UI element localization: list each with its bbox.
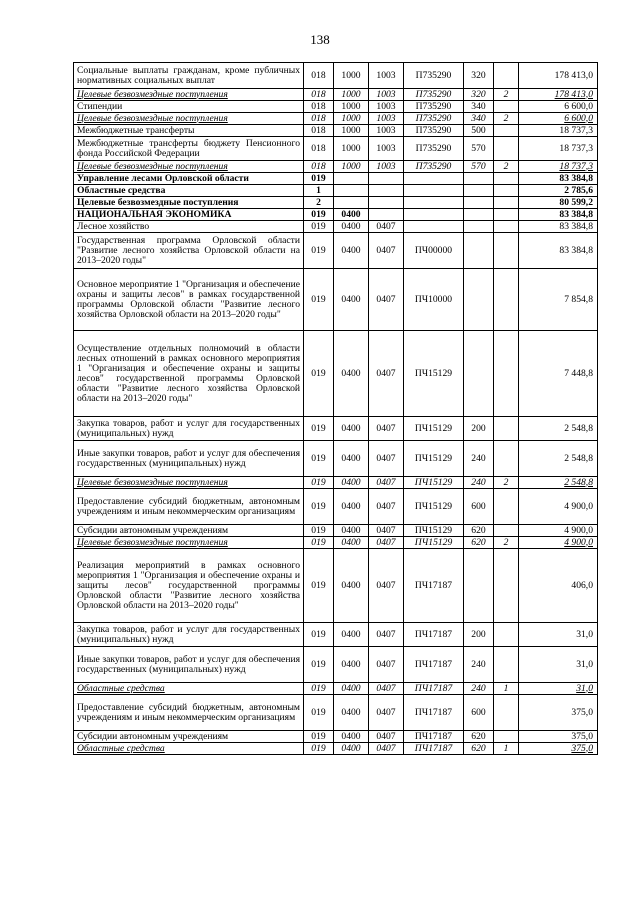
- cell-target-article: ПЧ15129: [404, 537, 464, 549]
- cell-section-code: 0400: [334, 695, 369, 731]
- row-name: Стипендии: [74, 101, 304, 113]
- cell-subsection-code: 1003: [369, 63, 404, 89]
- table-row: [74, 209, 598, 221]
- cell-section-code: 0400: [334, 683, 369, 695]
- cell-ministry-code: 019: [304, 417, 334, 441]
- row-name: Целевые безвозмездные поступления: [74, 89, 304, 101]
- cell-ministry-code: 018: [304, 137, 334, 161]
- cell-amount: 83 384,8: [519, 221, 598, 233]
- cell-expense-type: [464, 185, 494, 197]
- cell-section-code: 0400: [334, 331, 369, 417]
- row-name: Областные средства: [74, 185, 304, 197]
- cell-target-article: ПЧ15129: [404, 477, 464, 489]
- cell-subsection-code: 0407: [369, 647, 404, 683]
- row-name: Областные средства: [74, 743, 304, 755]
- cell-section-code: 0400: [334, 549, 369, 623]
- cell-ministry-code: 019: [304, 683, 334, 695]
- cell-funding-source: [494, 549, 519, 623]
- cell-target-article: [404, 197, 464, 209]
- cell-section-code: [334, 185, 369, 197]
- cell-funding-source: 2: [494, 89, 519, 101]
- cell-ministry-code: 019: [304, 731, 334, 743]
- cell-target-article: ПЧ15129: [404, 331, 464, 417]
- cell-target-article: П735290: [404, 89, 464, 101]
- cell-ministry-code: 019: [304, 537, 334, 549]
- cell-subsection-code: 0407: [369, 269, 404, 331]
- table-row: [74, 477, 598, 489]
- cell-amount: 83 384,8: [519, 209, 598, 221]
- cell-target-article: ПЧ17187: [404, 743, 464, 755]
- cell-funding-source: [494, 233, 519, 269]
- cell-funding-source: [494, 731, 519, 743]
- row-name: Субсидии автономным учреждениям: [74, 731, 304, 743]
- cell-funding-source: 1: [494, 743, 519, 755]
- table-row: [74, 89, 598, 101]
- cell-funding-source: [494, 695, 519, 731]
- table-row: [74, 683, 598, 695]
- row-name: Иные закупки товаров, работ и услуг для обеспечения государственных (муниципальных) нужд: [74, 647, 304, 683]
- row-name: Субсидии автономным учреждениям: [74, 525, 304, 537]
- cell-amount: 31,0: [519, 647, 598, 683]
- cell-subsection-code: 1003: [369, 161, 404, 173]
- cell-funding-source: [494, 197, 519, 209]
- row-name: Межбюджетные трансферты: [74, 125, 304, 137]
- cell-amount: 2 548,8: [519, 417, 598, 441]
- cell-expense-type: [464, 269, 494, 331]
- table-row: [74, 101, 598, 113]
- row-name: Межбюджетные трансферты бюджету Пенсионного фонда Российской Федерации: [74, 137, 304, 161]
- row-name: Целевые безвозмездные поступления: [74, 113, 304, 125]
- cell-ministry-code: 019: [304, 743, 334, 755]
- table-row: [74, 63, 598, 89]
- cell-funding-source: [494, 63, 519, 89]
- table-row: [74, 161, 598, 173]
- cell-target-article: П735290: [404, 125, 464, 137]
- table-row: [74, 743, 598, 755]
- cell-section-code: 0400: [334, 743, 369, 755]
- cell-funding-source: 1: [494, 683, 519, 695]
- cell-funding-source: [494, 101, 519, 113]
- table-row: [74, 695, 598, 731]
- table-row: [74, 197, 598, 209]
- table-row: [74, 731, 598, 743]
- cell-amount: 406,0: [519, 549, 598, 623]
- cell-subsection-code: [369, 173, 404, 185]
- cell-funding-source: [494, 441, 519, 477]
- cell-expense-type: 340: [464, 101, 494, 113]
- cell-amount: 2 548,8: [519, 441, 598, 477]
- cell-amount: 2 785,6: [519, 185, 598, 197]
- table-row: [74, 331, 598, 417]
- cell-ministry-code: 019: [304, 623, 334, 647]
- cell-amount: 4 900,0: [519, 525, 598, 537]
- cell-subsection-code: 0407: [369, 417, 404, 441]
- cell-target-article: ПЧ00000: [404, 233, 464, 269]
- cell-section-code: 0400: [334, 525, 369, 537]
- cell-ministry-code: 019: [304, 269, 334, 331]
- row-name: Целевые безвозмездные поступления: [74, 161, 304, 173]
- row-name: Областные средства: [74, 683, 304, 695]
- row-name: Предоставление субсидий бюджетным, автономным учреждениям и иным некоммерческим организациям: [74, 489, 304, 525]
- cell-funding-source: [494, 525, 519, 537]
- cell-expense-type: 620: [464, 743, 494, 755]
- cell-amount: 31,0: [519, 623, 598, 647]
- cell-funding-source: [494, 125, 519, 137]
- cell-expense-type: 500: [464, 125, 494, 137]
- cell-section-code: 0400: [334, 489, 369, 525]
- cell-subsection-code: 1003: [369, 101, 404, 113]
- cell-subsection-code: [369, 197, 404, 209]
- cell-target-article: ПЧ15129: [404, 489, 464, 525]
- table-row: [74, 185, 598, 197]
- table-row: [74, 417, 598, 441]
- cell-target-article: ПЧ15129: [404, 417, 464, 441]
- cell-amount: 375,0: [519, 731, 598, 743]
- cell-expense-type: 570: [464, 161, 494, 173]
- cell-amount: 80 599,2: [519, 197, 598, 209]
- cell-section-code: 1000: [334, 101, 369, 113]
- cell-target-article: ПЧ10000: [404, 269, 464, 331]
- cell-funding-source: [494, 417, 519, 441]
- cell-target-article: [404, 173, 464, 185]
- cell-section-code: 0400: [334, 233, 369, 269]
- cell-subsection-code: 0407: [369, 695, 404, 731]
- cell-funding-source: [494, 331, 519, 417]
- cell-target-article: ПЧ17187: [404, 695, 464, 731]
- cell-amount: 375,0: [519, 743, 598, 755]
- row-name: Основное мероприятие 1 "Организация и обеспечение охраны и защиты лесов" в рамках государственной программы Орловской области "Развитие лесного хозяйства Орловской области на 2013–2020 годы": [74, 269, 304, 331]
- cell-section-code: 0400: [334, 441, 369, 477]
- cell-ministry-code: 019: [304, 331, 334, 417]
- row-name: Закупка товаров, работ и услуг для государственных (муниципальных) нужд: [74, 417, 304, 441]
- cell-target-article: ПЧ15129: [404, 525, 464, 537]
- cell-subsection-code: 1003: [369, 113, 404, 125]
- cell-subsection-code: 0407: [369, 731, 404, 743]
- cell-funding-source: [494, 489, 519, 525]
- table-row: [74, 125, 598, 137]
- cell-expense-type: 600: [464, 489, 494, 525]
- cell-section-code: 0400: [334, 647, 369, 683]
- cell-amount: 18 737,3: [519, 125, 598, 137]
- cell-section-code: 1000: [334, 113, 369, 125]
- table-row: [74, 623, 598, 647]
- table-row: [74, 113, 598, 125]
- cell-ministry-code: 018: [304, 125, 334, 137]
- cell-expense-type: [464, 331, 494, 417]
- cell-target-article: ПЧ17187: [404, 647, 464, 683]
- table-row: [74, 647, 598, 683]
- cell-funding-source: 2: [494, 113, 519, 125]
- cell-target-article: ПЧ17187: [404, 549, 464, 623]
- cell-subsection-code: 0407: [369, 477, 404, 489]
- cell-amount: 375,0: [519, 695, 598, 731]
- row-name: Управление лесами Орловской области: [74, 173, 304, 185]
- cell-funding-source: [494, 647, 519, 683]
- row-name: Целевые безвозмездные поступления: [74, 197, 304, 209]
- cell-ministry-code: 019: [304, 549, 334, 623]
- cell-expense-type: 240: [464, 683, 494, 695]
- row-name: Закупка товаров, работ и услуг для государственных (муниципальных) нужд: [74, 623, 304, 647]
- cell-ministry-code: 019: [304, 477, 334, 489]
- cell-ministry-code: 019: [304, 441, 334, 477]
- cell-subsection-code: 1003: [369, 89, 404, 101]
- cell-funding-source: 2: [494, 537, 519, 549]
- cell-ministry-code: 019: [304, 489, 334, 525]
- table-row: [74, 441, 598, 477]
- cell-expense-type: 200: [464, 623, 494, 647]
- row-name: Целевые безвозмездные поступления: [74, 477, 304, 489]
- cell-subsection-code: 0407: [369, 549, 404, 623]
- table-row: [74, 233, 598, 269]
- row-name: Социальные выплаты гражданам, кроме публичных нормативных социальных выплат: [74, 63, 304, 89]
- cell-amount: 178 413,0: [519, 63, 598, 89]
- table-row: [74, 173, 598, 185]
- cell-expense-type: [464, 209, 494, 221]
- cell-expense-type: 620: [464, 525, 494, 537]
- cell-amount: 6 600,0: [519, 113, 598, 125]
- cell-ministry-code: 019: [304, 221, 334, 233]
- cell-amount: 83 384,8: [519, 173, 598, 185]
- cell-subsection-code: 0407: [369, 331, 404, 417]
- cell-funding-source: [494, 185, 519, 197]
- cell-section-code: 0400: [334, 417, 369, 441]
- cell-funding-source: [494, 173, 519, 185]
- table-row: [74, 537, 598, 549]
- cell-ministry-code: 019: [304, 233, 334, 269]
- cell-amount: 18 737,3: [519, 161, 598, 173]
- cell-expense-type: [464, 221, 494, 233]
- row-name: Предоставление субсидий бюджетным, автономным учреждениям и иным некоммерческим организациям: [74, 695, 304, 731]
- cell-subsection-code: 0407: [369, 537, 404, 549]
- cell-target-article: П735290: [404, 101, 464, 113]
- cell-subsection-code: 1003: [369, 137, 404, 161]
- cell-funding-source: [494, 209, 519, 221]
- cell-expense-type: 570: [464, 137, 494, 161]
- cell-section-code: 0400: [334, 221, 369, 233]
- cell-section-code: 1000: [334, 137, 369, 161]
- cell-amount: 31,0: [519, 683, 598, 695]
- cell-target-article: [404, 209, 464, 221]
- cell-amount: 7 854,8: [519, 269, 598, 331]
- cell-amount: 6 600,0: [519, 101, 598, 113]
- cell-target-article: П735290: [404, 161, 464, 173]
- cell-ministry-code: 018: [304, 101, 334, 113]
- cell-expense-type: [464, 173, 494, 185]
- cell-funding-source: [494, 269, 519, 331]
- cell-target-article: П735290: [404, 137, 464, 161]
- cell-ministry-code: 019: [304, 209, 334, 221]
- cell-section-code: 0400: [334, 623, 369, 647]
- cell-funding-source: 2: [494, 477, 519, 489]
- cell-section-code: 0400: [334, 209, 369, 221]
- row-name: Лесное хозяйство: [74, 221, 304, 233]
- cell-expense-type: 240: [464, 647, 494, 683]
- cell-expense-type: 320: [464, 63, 494, 89]
- table-body: [74, 63, 598, 755]
- cell-subsection-code: 0407: [369, 221, 404, 233]
- cell-amount: 18 737,3: [519, 137, 598, 161]
- cell-amount: 2 548,8: [519, 477, 598, 489]
- table-row: [74, 137, 598, 161]
- row-name: Иные закупки товаров, работ и услуг для обеспечения государственных (муниципальных) нужд: [74, 441, 304, 477]
- cell-section-code: 0400: [334, 269, 369, 331]
- cell-amount: 4 900,0: [519, 537, 598, 549]
- table-row: [74, 269, 598, 331]
- cell-funding-source: [494, 623, 519, 647]
- cell-section-code: 0400: [334, 731, 369, 743]
- row-name: Целевые безвозмездные поступления: [74, 537, 304, 549]
- cell-ministry-code: 019: [304, 525, 334, 537]
- cell-ministry-code: 018: [304, 89, 334, 101]
- cell-target-article: [404, 185, 464, 197]
- cell-funding-source: 2: [494, 161, 519, 173]
- cell-funding-source: [494, 137, 519, 161]
- cell-subsection-code: 0407: [369, 683, 404, 695]
- page-number: 138: [310, 32, 330, 47]
- cell-section-code: 0400: [334, 477, 369, 489]
- cell-subsection-code: [369, 209, 404, 221]
- cell-subsection-code: 0407: [369, 489, 404, 525]
- cell-amount: 7 448,8: [519, 331, 598, 417]
- cell-section-code: 1000: [334, 89, 369, 101]
- cell-ministry-code: 019: [304, 695, 334, 731]
- cell-expense-type: 240: [464, 477, 494, 489]
- table-row: [74, 221, 598, 233]
- cell-section-code: 1000: [334, 161, 369, 173]
- cell-amount: 83 384,8: [519, 233, 598, 269]
- cell-target-article: ПЧ15129: [404, 441, 464, 477]
- cell-target-article: ПЧ17187: [404, 623, 464, 647]
- cell-amount: 4 900,0: [519, 489, 598, 525]
- row-name: Осуществление отдельных полномочий в области лесных отношений в рамках основного мероприятия 1 "Организация и обеспечение охраны и защиты лесов" государственной программы Орловской области "Развитие лесного хозяйства Орловской области на 2013–2020 годы": [74, 331, 304, 417]
- cell-ministry-code: 018: [304, 113, 334, 125]
- cell-funding-source: [494, 221, 519, 233]
- table-row: [74, 525, 598, 537]
- row-name: НАЦИОНАЛЬНАЯ ЭКОНОМИКА: [74, 209, 304, 221]
- cell-expense-type: 620: [464, 731, 494, 743]
- row-name: Государственная программа Орловской области "Развитие лесного хозяйства Орловской области на 2013–2020 годы": [74, 233, 304, 269]
- cell-subsection-code: [369, 185, 404, 197]
- cell-subsection-code: 0407: [369, 623, 404, 647]
- cell-subsection-code: 0407: [369, 441, 404, 477]
- cell-ministry-code: 019: [304, 173, 334, 185]
- table-row: [74, 549, 598, 623]
- cell-expense-type: 240: [464, 441, 494, 477]
- cell-ministry-code: 2: [304, 197, 334, 209]
- cell-subsection-code: 0407: [369, 233, 404, 269]
- cell-section-code: 0400: [334, 537, 369, 549]
- budget-table: [73, 62, 598, 755]
- cell-target-article: ПЧ17187: [404, 683, 464, 695]
- cell-section-code: [334, 173, 369, 185]
- cell-ministry-code: 019: [304, 647, 334, 683]
- cell-ministry-code: 018: [304, 161, 334, 173]
- cell-expense-type: 620: [464, 537, 494, 549]
- cell-target-article: П735290: [404, 113, 464, 125]
- cell-target-article: ПЧ17187: [404, 731, 464, 743]
- cell-amount: 178 413,0: [519, 89, 598, 101]
- cell-target-article: П735290: [404, 63, 464, 89]
- table-row: [74, 489, 598, 525]
- cell-expense-type: [464, 549, 494, 623]
- cell-ministry-code: 1: [304, 185, 334, 197]
- cell-expense-type: [464, 197, 494, 209]
- cell-expense-type: 320: [464, 89, 494, 101]
- cell-subsection-code: 0407: [369, 525, 404, 537]
- cell-section-code: 1000: [334, 125, 369, 137]
- cell-expense-type: 600: [464, 695, 494, 731]
- row-name: Реализация мероприятий в рамках основного мероприятия 1 "Организация и обеспечение охраны и защиты лесов" государственной программы Орловской области "Развитие лесного хозяйства Орловской области на 2013–2020 годы": [74, 549, 304, 623]
- cell-expense-type: 200: [464, 417, 494, 441]
- cell-subsection-code: 1003: [369, 125, 404, 137]
- cell-ministry-code: 018: [304, 63, 334, 89]
- cell-expense-type: [464, 233, 494, 269]
- cell-subsection-code: 0407: [369, 743, 404, 755]
- cell-section-code: 1000: [334, 63, 369, 89]
- cell-section-code: [334, 197, 369, 209]
- cell-expense-type: 340: [464, 113, 494, 125]
- cell-target-article: [404, 221, 464, 233]
